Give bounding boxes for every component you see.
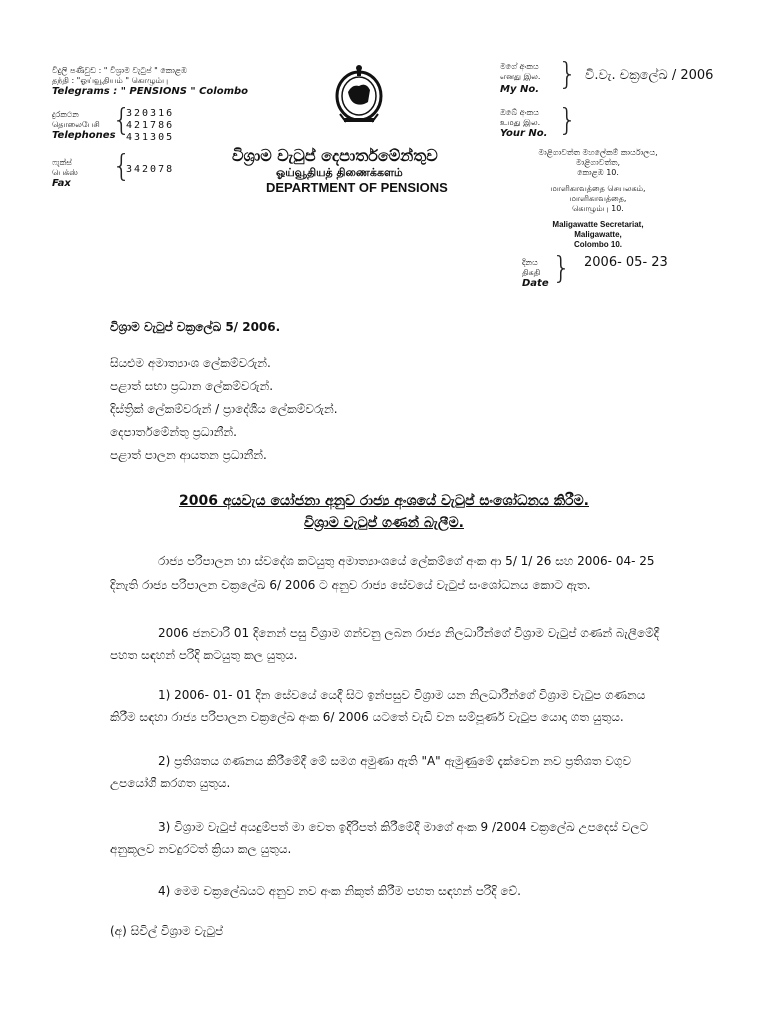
address-line: மாளிகாவத்தை செயலகம், [550,184,646,193]
subject-title: 2006 අයවැය යෝජනා අනුව රාජ්‍ය අංශයේ වැටුප් සංශෝධනය කිරීම. [179,493,589,509]
telephone-number: 421786 [126,120,175,131]
department-name-ta: ஓய்வூதியத் திணைக்களம் [276,166,403,179]
my-no-label-en: My No. [500,84,539,95]
recipient: සියළුම අමාත්‍යාංශ ලේකම්වරුන්. [110,356,271,370]
government-emblem [334,62,384,130]
telephones-label-en: Telephones [52,130,116,141]
address-line: மாளிகாவத்தை, [569,194,627,203]
my-no-value: වි.වැ. චක්‍රලේඛ / 2006 [585,68,714,83]
my-no-brace: } [558,57,578,92]
date-value: 2006- 05- 23 [584,255,668,270]
paragraph-2-line-1: 2006 ජනවාරි 01 දිනෙන් පසු විශ්‍රාම ගන්වනු ලබන රාජ්‍ය නිලධාරීන්ගේ විශ්‍රාම වැටුප් ගණන් බැලීමේදී [158,626,660,640]
fax-label-ta: பெக்ஸ் [52,168,78,177]
subject-subtitle: විශ්‍රාම වැටුප් ගණන් බැලීම. [304,515,464,531]
telephones-label-ta: தொலைபேசி [52,120,100,129]
my-no-label-ta: எனது இல. [500,72,541,81]
paragraph-4-line-1: 2) ප්‍රතිශතය ගණනය කිරීමේදී මේ සමග අමුණා ඇති "A" ඇමුණුමේ දැක්වෙන නව ප්‍රතිශත වගුව [158,754,632,768]
paragraph-3-line-2: කිරීම සඳහා රාජ්‍ය පරිපාලන චක්‍රලේඛ අංක 6/ 2006 යටතේ වැඩි වන සම්පූර්ණ වැටුප යොදා ගත යුතුය. [110,710,624,724]
department-name-en: DEPARTMENT OF PENSIONS [266,180,448,195]
recipients-list [110,352,338,467]
recipient: පළාත් පාලන ආයතන ප්‍රධානීන්. [110,448,267,462]
address-line: මාළිගාවත්ත, [575,158,621,167]
paragraph-1-line-2: දිනැති රාජ්‍ය පරිපාලන චක්‍රලේඛ 6/ 2006 ට අනුව රාජ්‍ය සේවයේ වැටුප් සංශෝධනය කොට ඇත. [110,578,591,592]
paragraph-6-line-1: 4) මෙම චක්‍රලේඛයට අනුව නව අංක නිකුත් කිරීම පහත සඳහන් පරිදි වේ. [158,884,521,898]
date-label-si: දිනය [522,258,538,267]
telephone-number: 431305 [126,132,175,143]
date-label-ta: திகதி [522,268,541,277]
telegrams-line-en: Telegrams : " PENSIONS " Colombo [52,86,249,97]
paragraph-3-line-1: 1) 2006- 01- 01 දින සේවයේ යෙදී සිට ඉන්පසුව විශ්‍රාම යන නිලධාරීන්ගේ විශ්‍රාම වැටුප ගණනය [158,688,646,702]
fax-brace: { [112,149,132,184]
address-line: கொழும்பு 10. [572,204,624,213]
paragraph-1-line-1: රාජ්‍ය පරිපාලන හා ස්වදේශ කටයුතු අමාත්‍යාංශයේ ලේකම්ගේ අංක ආ 5/ 1/ 26 සහ 2006- 04- 25 [158,554,655,568]
telephones-brace: { [112,103,132,138]
date-label-en: Date [522,278,549,289]
office-address [508,148,688,250]
fax-label-si: ෆැක්ස් [52,158,72,167]
paragraph-5-line-1: 3) විශ්‍රාම වැටුප් අයදුම්පත් මා වෙත ඉදිරිපත් කිරීමේදී මාගේ අංක 9 /2004 චක්‍රලේඛ උපදෙස් වලට [158,820,649,834]
telephone-number: 320316 [126,108,175,119]
paragraph-4-line-2: උපයෝගී කරගත යුතුය. [110,776,231,790]
recipient: පළාත් සභා ප්‍රධාන ලේකම්වරුන්. [110,379,274,393]
my-no-label-si: මගේ අංකය [500,62,539,71]
your-no-label-ta: உமது இல. [500,118,541,127]
address-line: Maligawatte Secretariat, [552,220,644,229]
paragraph-7-line-1: (අ) සිවිල් විශ්‍රාම වැටුප් [110,924,224,938]
your-no-brace: } [558,103,578,138]
address-line: කොළඹ 10. [577,168,619,177]
your-no-label-en: Your No. [500,128,548,139]
date-brace: } [552,251,572,286]
fax-label-en: Fax [52,178,71,189]
subject-heading [0,490,768,534]
circular-reference: විශ්‍රාම වැටුප් චක්‍රලේඛ 5/ 2006. [110,320,281,334]
telephones-label-si: දුරකථන [52,110,79,119]
telegrams-line-ta: தந்தி : "ஓய்வூதியம் " கொழும்பு [52,76,169,85]
paragraph-2-line-2: පහත සඳහන් පරිදි කටයුතු කල යුතුය. [110,648,298,662]
recipient: දිස්ත්‍රික් ලේකම්වරුන් / ප්‍රාදේශීය ලේකම්වරුන්. [110,402,338,416]
paragraph-5-line-2: අනුකූලව නවදුරටත් ක්‍රියා කල යුතුය. [110,842,292,856]
address-line: මාළිගාවත්ත මහලේකම් කාර්යාලය, [538,148,658,157]
fax-number: 342078 [126,164,175,175]
recipient: දෙපාර්තමේන්තු ප්‍රධානීන්. [110,425,237,439]
address-line: Maligawatte, [574,230,622,239]
your-no-label-si: ඔබේ අංකය [500,108,539,117]
department-name-si: විශ්‍රාම වැටුප් දෙපාර්තමේන්තුව [232,146,438,165]
telegrams-line-si: විදුලි පණිවුඩ : " විශ්‍රාම වැටුප් " කොළඹ [52,66,187,75]
address-line: Colombo 10. [573,240,622,249]
